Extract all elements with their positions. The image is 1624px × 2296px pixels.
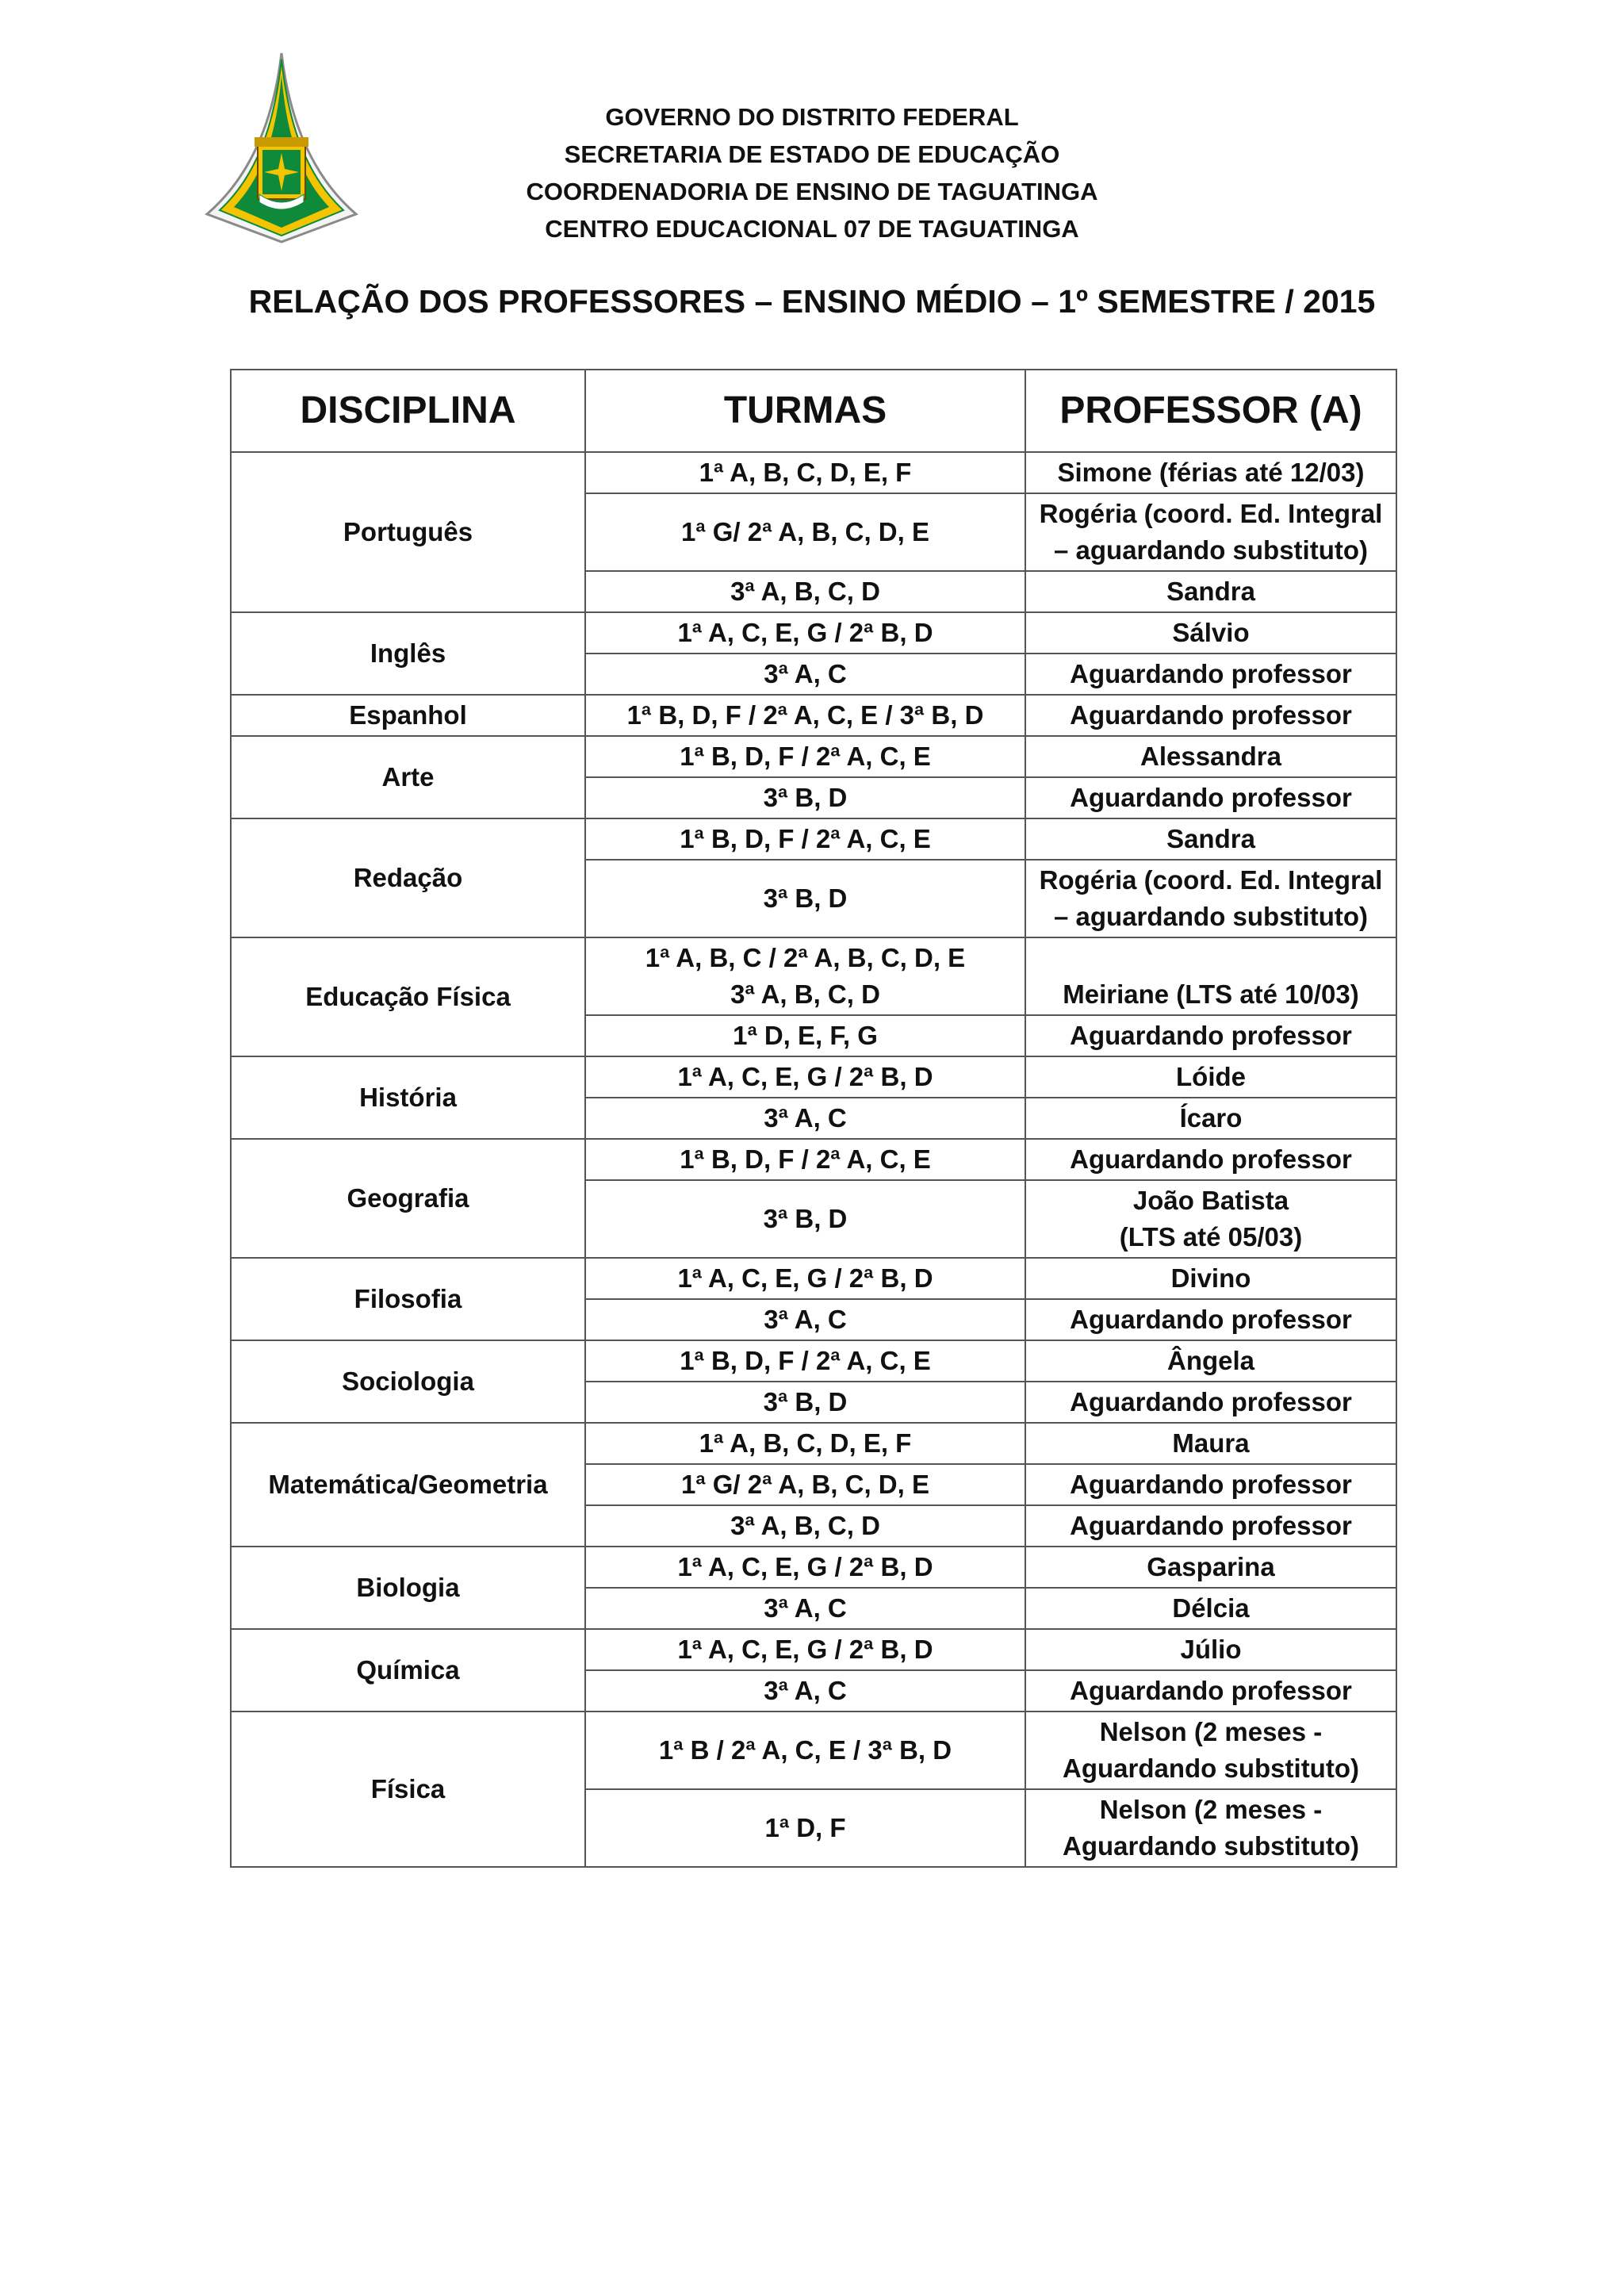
column-header-professor: PROFESSOR (A) bbox=[1025, 370, 1396, 452]
turmas-cell: 3ª B, D bbox=[585, 777, 1025, 818]
table-row bbox=[231, 937, 1396, 1015]
turmas-cell: 3ª A, C bbox=[585, 1588, 1025, 1629]
header-line: SECRETARIA DE ESTADO DE EDUCAÇÃO bbox=[564, 140, 1060, 168]
turmas-cell: 1ª B / 2ª A, C, E / 3ª B, D bbox=[585, 1711, 1025, 1789]
table-row bbox=[231, 1056, 1396, 1098]
turmas-cell: 1ª B, D, F / 2ª A, C, E bbox=[585, 1340, 1025, 1382]
disciplina-cell: Geografia bbox=[231, 1139, 585, 1258]
disciplina-cell: Espanhol bbox=[231, 695, 585, 736]
turmas-cell: 1ª G/ 2ª A, B, C, D, E bbox=[585, 493, 1025, 571]
professor-cell: Aguardando professor bbox=[1025, 777, 1396, 818]
turmas-cell: 1ª A, C, E, G / 2ª B, D bbox=[585, 612, 1025, 654]
table-row bbox=[231, 1711, 1396, 1789]
table-row bbox=[231, 1547, 1396, 1588]
professor-cell: Aguardando professor bbox=[1025, 695, 1396, 736]
turmas-cell: 1ª G/ 2ª A, B, C, D, E bbox=[585, 1464, 1025, 1505]
turmas-cell: 1ª A, C, E, G / 2ª B, D bbox=[585, 1258, 1025, 1299]
disciplina-cell: Português bbox=[231, 452, 585, 612]
table-row bbox=[231, 1139, 1396, 1180]
disciplina-cell: Inglês bbox=[231, 612, 585, 695]
professor-cell: Ícaro bbox=[1025, 1098, 1396, 1139]
disciplina-cell: História bbox=[231, 1056, 585, 1139]
turmas-cell: 3ª A, B, C, D bbox=[585, 571, 1025, 612]
table-row bbox=[231, 736, 1396, 777]
professor-cell: Aguardando professor bbox=[1025, 1382, 1396, 1423]
professor-cell: Maura bbox=[1025, 1423, 1396, 1464]
disciplina-cell: Física bbox=[231, 1711, 585, 1867]
professor-line: (LTS até 05/03) bbox=[1119, 1222, 1303, 1251]
professor-cell: Sandra bbox=[1025, 571, 1396, 612]
turmas-cell: 1ª B, D, F / 2ª A, C, E bbox=[585, 818, 1025, 860]
turmas-cell: 3ª A, C bbox=[585, 1098, 1025, 1139]
professor-cell: Délcia bbox=[1025, 1588, 1396, 1629]
professor-cell: Aguardando professor bbox=[1025, 1139, 1396, 1180]
professor-cell: Nelson (2 meses - Aguardando substituto) bbox=[1025, 1789, 1396, 1867]
professor-cell: Aguardando professor bbox=[1025, 1299, 1396, 1340]
professor-cell: Sandra bbox=[1025, 818, 1396, 860]
disciplina-cell: Arte bbox=[231, 736, 585, 818]
turmas-cell: 1ª D, E, F, G bbox=[585, 1015, 1025, 1056]
professor-cell: Aguardando professor bbox=[1025, 1015, 1396, 1056]
professor-cell: Rogéria (coord. Ed. Integral – aguardando substituto) bbox=[1025, 860, 1396, 937]
table-row bbox=[231, 695, 1396, 736]
turmas-cell: 1ª A, C, E, G / 2ª B, D bbox=[585, 1056, 1025, 1098]
table-row bbox=[231, 452, 1396, 493]
turmas-cell: 1ª A, C, E, G / 2ª B, D bbox=[585, 1547, 1025, 1588]
turmas-cell: 3ª B, D bbox=[585, 860, 1025, 937]
turmas-cell: 3ª A, C bbox=[585, 654, 1025, 695]
professor-cell: Aguardando professor bbox=[1025, 1670, 1396, 1711]
table-header-row bbox=[231, 370, 1396, 452]
professor-cell: Gasparina bbox=[1025, 1547, 1396, 1588]
turmas-cell: 1ª A, C, E, G / 2ª B, D bbox=[585, 1629, 1025, 1670]
table-row bbox=[231, 612, 1396, 654]
header-line: GOVERNO DO DISTRITO FEDERAL bbox=[605, 103, 1019, 131]
professor-cell: Júlio bbox=[1025, 1629, 1396, 1670]
turmas-cell: 1ª B, D, F / 2ª A, C, E / 3ª B, D bbox=[585, 695, 1025, 736]
table-row bbox=[231, 1629, 1396, 1670]
professor-cell: Sálvio bbox=[1025, 612, 1396, 654]
professor-cell: Divino bbox=[1025, 1258, 1396, 1299]
disciplina-cell: Matemática/Geometria bbox=[231, 1423, 585, 1547]
table-row bbox=[231, 1340, 1396, 1382]
turmas-cell: 1ª D, F bbox=[585, 1789, 1025, 1867]
turmas-cell: 1ª A, B, C, D, E, F bbox=[585, 452, 1025, 493]
turmas-cell: 3ª A, B, C, D bbox=[585, 1505, 1025, 1547]
professor-cell: Aguardando professor bbox=[1025, 654, 1396, 695]
teachers-table bbox=[230, 369, 1397, 1868]
turmas-cell: 3ª A, C bbox=[585, 1670, 1025, 1711]
turmas-cell: 3ª B, D bbox=[585, 1180, 1025, 1258]
professor-cell: Meiriane (LTS até 10/03) bbox=[1025, 937, 1396, 1015]
professor-cell: Lóide bbox=[1025, 1056, 1396, 1098]
turmas-cell: 1ª B, D, F / 2ª A, C, E bbox=[585, 736, 1025, 777]
disciplina-cell: Educação Física bbox=[231, 937, 585, 1056]
professor-cell: Aguardando professor bbox=[1025, 1464, 1396, 1505]
professor-cell: Aguardando professor bbox=[1025, 1505, 1396, 1547]
turmas-line: 1ª A, B, C / 2ª A, B, C, D, E bbox=[645, 943, 966, 972]
professor-cell: Simone (férias até 12/03) bbox=[1025, 452, 1396, 493]
turmas-cell: 1ª A, B, C, D, E, F bbox=[585, 1423, 1025, 1464]
table-row bbox=[231, 818, 1396, 860]
disciplina-cell: Filosofia bbox=[231, 1258, 585, 1340]
table-row bbox=[231, 1258, 1396, 1299]
table-row bbox=[231, 1423, 1396, 1464]
institution-header bbox=[0, 98, 1624, 247]
professor-cell: Ângela bbox=[1025, 1340, 1396, 1382]
header-line: CENTRO EDUCACIONAL 07 DE TAGUATINGA bbox=[545, 215, 1079, 243]
turmas-cell: 1ª B, D, F / 2ª A, C, E bbox=[585, 1139, 1025, 1180]
document-title: RELAÇÃO DOS PROFESSORES – ENSINO MÉDIO – 1º SEMESTRE / 2015 bbox=[248, 283, 1376, 320]
turmas-cell: 3ª B, D bbox=[585, 1382, 1025, 1423]
disciplina-cell: Redação bbox=[231, 818, 585, 937]
column-header-disciplina: DISCIPLINA bbox=[231, 370, 585, 452]
turmas-cell bbox=[585, 937, 1025, 1015]
professor-cell: Nelson (2 meses - Aguardando substituto) bbox=[1025, 1711, 1396, 1789]
professor-line: João Batista bbox=[1132, 1186, 1289, 1215]
disciplina-cell: Biologia bbox=[231, 1547, 585, 1629]
disciplina-cell: Química bbox=[231, 1629, 585, 1711]
turmas-line: 3ª A, B, C, D bbox=[730, 979, 880, 1009]
professor-cell: Rogéria (coord. Ed. Integral – aguardando substituto) bbox=[1025, 493, 1396, 571]
column-header-turmas: TURMAS bbox=[585, 370, 1025, 452]
turmas-cell: 3ª A, C bbox=[585, 1299, 1025, 1340]
disciplina-cell: Sociologia bbox=[231, 1340, 585, 1423]
professor-cell: Alessandra bbox=[1025, 736, 1396, 777]
professor-cell bbox=[1025, 1180, 1396, 1258]
header-line: COORDENADORIA DE ENSINO DE TAGUATINGA bbox=[526, 178, 1098, 205]
